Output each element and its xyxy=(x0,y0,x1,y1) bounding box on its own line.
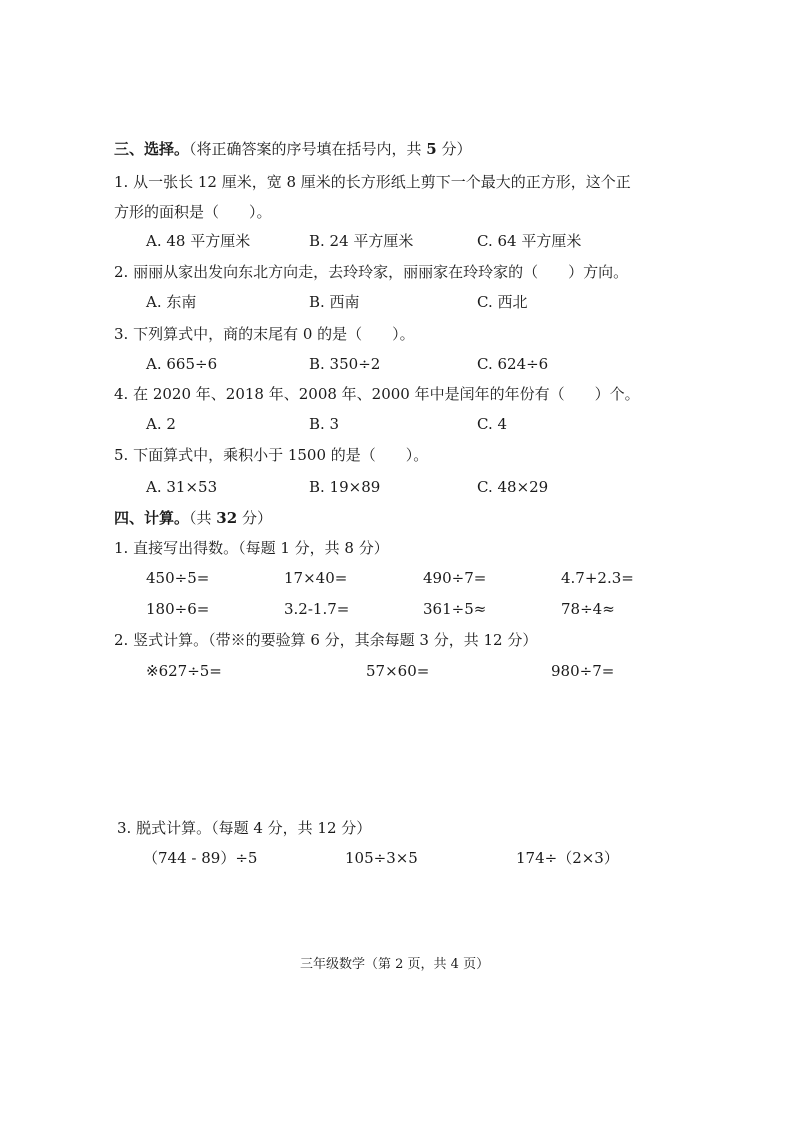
question-2-option-c: C. 西北 xyxy=(477,293,528,311)
question-5-option-c: C. 48×29 xyxy=(477,478,549,496)
stepwise-calc-item: （744 - 89）÷5 xyxy=(143,849,258,867)
calc-part-1-label: 1. 直接写出得数。（每题 1 分，共 8 分） xyxy=(114,539,389,557)
section-3-note: （将正确答案的序号填在括号内，共 5 分） xyxy=(189,140,472,158)
question-1-option-c: C. 64 平方厘米 xyxy=(477,232,582,250)
vertical-calc-item: 57×60= xyxy=(366,662,430,680)
question-1-line-2: 方形的面积是（ ）。 xyxy=(114,203,272,221)
question-2-option-a: A. 东南 xyxy=(146,293,197,311)
oral-calc-item: 17×40= xyxy=(284,569,348,587)
question-3-option-b: B. 350÷2 xyxy=(309,355,381,373)
question-5-option-a: A. 31×53 xyxy=(146,478,218,496)
question-1-option-b: B. 24 平方厘米 xyxy=(309,232,414,250)
question-1-line-1: 1. 从一张长 12 厘米，宽 8 厘米的长方形纸上剪下一个最大的正方形，这个正 xyxy=(114,173,631,191)
stepwise-calc-item: 105÷3×5 xyxy=(345,849,418,867)
section-4-heading xyxy=(114,508,272,528)
question-5-line-1: 5. 下面算式中，乘积小于 1500 的是（ ）。 xyxy=(114,446,429,464)
vertical-calc-item: 980÷7= xyxy=(551,662,615,680)
page-footer: 三年级数学（第 2 页，共 4 页） xyxy=(300,957,490,972)
vertical-calc-item: ※627÷5= xyxy=(146,662,222,680)
question-2-option-b: B. 西南 xyxy=(309,293,360,311)
question-3-option-a: A. 665÷6 xyxy=(146,355,218,373)
calc-part-2-label: 2. 竖式计算。（带※的要验算 6 分，其余每题 3 分，共 12 分） xyxy=(114,631,538,649)
question-4-line-1: 4. 在 2020 年、2018 年、2008 年、2000 年中是闰年的年份有（ ）个。 xyxy=(114,385,640,403)
oral-calc-item: 450÷5= xyxy=(146,569,210,587)
oral-calc-item: 78÷4≈ xyxy=(561,600,615,618)
section-3-title: 三、选择。 xyxy=(114,140,190,158)
question-3-option-c: C. 624÷6 xyxy=(477,355,549,373)
question-1-option-a: A. 48 平方厘米 xyxy=(146,232,251,250)
section-4-note: （共 32 分） xyxy=(189,509,272,527)
calc-part-3-label: 3. 脱式计算。（每题 4 分，共 12 分） xyxy=(117,819,372,837)
oral-calc-item: 180÷6= xyxy=(146,600,210,618)
question-2-line-1: 2. 丽丽从家出发向东北方向走，去玲玲家，丽丽家在玲玲家的（ ）方向。 xyxy=(114,263,629,281)
oral-calc-item: 4.7+2.3= xyxy=(561,569,634,587)
stepwise-calc-item: 174÷（2×3） xyxy=(516,849,619,867)
question-5-option-b: B. 19×89 xyxy=(309,478,381,496)
question-3-line-1: 3. 下列算式中，商的末尾有 0 的是（ ）。 xyxy=(114,325,415,343)
question-4-option-c: C. 4 xyxy=(477,415,508,433)
section-3-heading xyxy=(114,139,472,159)
section-4-title: 四、计算。 xyxy=(114,509,190,527)
question-4-option-b: B. 3 xyxy=(309,415,340,433)
question-4-option-a: A. 2 xyxy=(146,415,176,433)
oral-calc-item: 3.2-1.7= xyxy=(284,600,350,618)
oral-calc-item: 361÷5≈ xyxy=(423,600,487,618)
oral-calc-item: 490÷7= xyxy=(423,569,487,587)
